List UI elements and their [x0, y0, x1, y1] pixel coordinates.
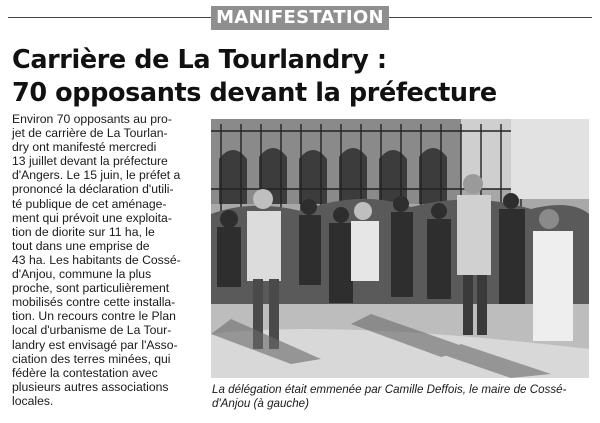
body-line: tion. Un recours contre le Plan — [12, 309, 176, 324]
body-line: plusieurs autres associations — [12, 379, 169, 394]
body-line: tout dans une emprise de — [12, 238, 150, 253]
body-line: jet de carrière de La Tourlan- — [12, 126, 168, 141]
body-line: ciation des terres minées, qui — [12, 351, 171, 366]
headline — [12, 44, 592, 110]
body-line: mobilisés contre cette installa- — [12, 295, 176, 310]
body-line: fédère la contestation avec — [12, 365, 158, 380]
body-line: té publique de cet aménage- — [12, 196, 167, 211]
news-photo — [211, 119, 589, 378]
headline-line-1: Carrière de La Tourlandry : — [12, 45, 387, 75]
section-rubric: MANIFESTATION — [211, 6, 389, 30]
body-line: 13 juillet devant la préfecture — [12, 154, 168, 169]
photo-caption — [212, 383, 592, 410]
photo-illustration — [211, 119, 589, 378]
body-line: dry ont manifesté mercredi — [12, 140, 157, 155]
body-line: proche, sont particulièrement — [12, 281, 170, 296]
body-line: local d'urbanisme de La Tour- — [12, 323, 172, 338]
body-line: 43 ha. Les habitants de Cossé- — [12, 252, 181, 267]
body-line: landry est envisagé par l'Asso- — [12, 337, 178, 352]
body-line: Environ 70 opposants au pro- — [12, 112, 172, 126]
body-line: locales. — [12, 393, 54, 408]
headline-line-2: 70 opposants devant la préfecture — [12, 78, 497, 108]
body-line: tion de diorite sur 11 ha, le — [12, 224, 155, 239]
body-line: d'Anjou, commune la plus — [12, 267, 152, 282]
body-line: prononcé la déclaration d'utili- — [12, 182, 174, 197]
caption-line-2: d'Anjou (à gauche) — [212, 396, 309, 410]
article-body — [12, 112, 208, 408]
body-line: ment qui prévoit une exploita- — [12, 210, 172, 225]
caption-line-1: La délégation était emmenée par Camille Deffois, le maire de Cossé- — [212, 383, 567, 396]
body-line: d'Angers. Le 15 juin, le préfet a — [12, 168, 181, 183]
